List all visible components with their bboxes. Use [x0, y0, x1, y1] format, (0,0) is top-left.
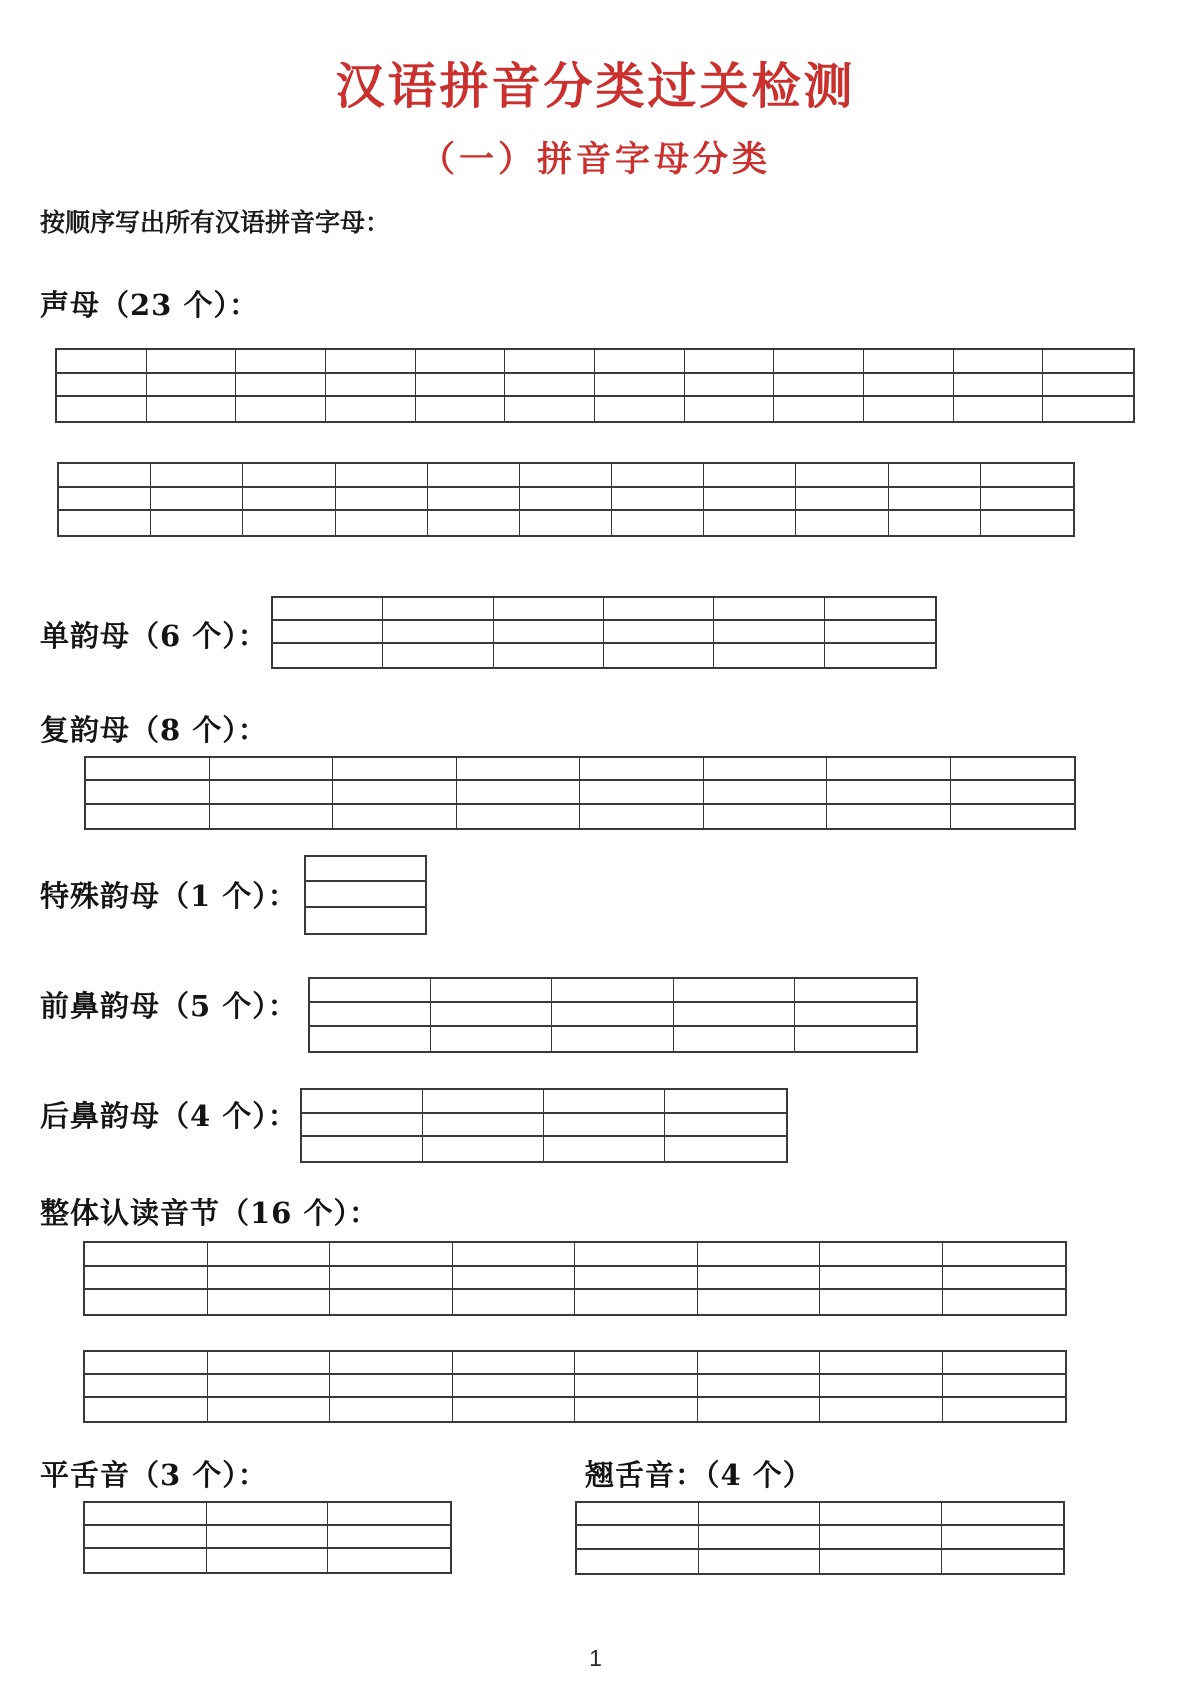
writing-cell [457, 758, 581, 781]
writing-cell [552, 1003, 673, 1027]
writing-cell [981, 511, 1073, 535]
writing-cell [1043, 374, 1133, 398]
writing-cell [333, 758, 457, 781]
writing-cell [57, 397, 147, 421]
writing-cell [942, 1503, 1064, 1526]
writing-cell [208, 1267, 331, 1291]
writing-cell [383, 598, 493, 621]
writing-cell [774, 350, 864, 374]
writing-cell [85, 1526, 207, 1549]
writing-cell [147, 374, 237, 398]
writing-cell [981, 464, 1073, 488]
writing-cell [544, 1090, 665, 1114]
writing-cell [595, 374, 685, 398]
writing-cell [665, 1090, 786, 1114]
writing-cell [453, 1267, 576, 1291]
curled-tongue-writing-grid [575, 1501, 1065, 1575]
writing-cell [1043, 350, 1133, 374]
writing-cell [520, 464, 612, 488]
writing-cell [505, 397, 595, 421]
writing-cell [580, 781, 704, 804]
writing-cell [954, 397, 1044, 421]
writing-cell [494, 644, 604, 667]
writing-cell [85, 1267, 208, 1291]
simple-finals-writing-grid [271, 596, 937, 669]
writing-cell [423, 1114, 544, 1138]
writing-cell [795, 979, 916, 1003]
writing-cell [147, 350, 237, 374]
writing-cell [453, 1243, 576, 1267]
initials-writing-grid-1 [55, 348, 1135, 423]
writing-cell [796, 464, 888, 488]
writing-cell [864, 350, 954, 374]
writing-cell [333, 781, 457, 804]
label-compound-finals: 复韵母（8 个）： [40, 713, 268, 747]
initials-writing-grid-2 [57, 462, 1075, 537]
writing-cell [151, 464, 243, 488]
label-whole-syllables: 整体认读音节（16 个）： [40, 1196, 379, 1230]
writing-cell [505, 374, 595, 398]
writing-cell [336, 488, 428, 512]
writing-cell [796, 511, 888, 535]
writing-cell [520, 488, 612, 512]
writing-cell [820, 1352, 943, 1375]
writing-cell [699, 1550, 821, 1573]
writing-cell [795, 1003, 916, 1027]
writing-cell [954, 350, 1044, 374]
writing-cell [954, 374, 1044, 398]
writing-cell [612, 464, 704, 488]
writing-cell [665, 1137, 786, 1161]
writing-cell [85, 1352, 208, 1375]
writing-cell [210, 805, 334, 828]
writing-cell [981, 488, 1073, 512]
writing-cell [431, 1003, 552, 1027]
writing-cell [208, 1398, 331, 1421]
writing-cell [328, 1526, 450, 1549]
writing-cell [943, 1267, 1066, 1291]
writing-cell [552, 979, 673, 1003]
writing-cell [575, 1290, 698, 1314]
writing-cell [575, 1267, 698, 1291]
writing-cell [820, 1243, 943, 1267]
writing-cell [774, 374, 864, 398]
writing-cell [306, 908, 425, 933]
writing-cell [505, 350, 595, 374]
writing-cell [306, 882, 425, 907]
writing-cell [330, 1243, 453, 1267]
writing-cell [951, 805, 1075, 828]
writing-cell [943, 1352, 1066, 1375]
writing-cell [704, 805, 828, 828]
writing-cell [57, 350, 147, 374]
writing-cell [575, 1243, 698, 1267]
writing-cell [86, 805, 210, 828]
writing-cell [698, 1352, 821, 1375]
writing-cell [330, 1398, 453, 1421]
writing-cell [208, 1375, 331, 1398]
writing-cell [820, 1267, 943, 1291]
writing-cell [59, 464, 151, 488]
page-subtitle: （一）拼音字母分类 [419, 140, 771, 179]
writing-cell [575, 1352, 698, 1375]
writing-cell [302, 1090, 423, 1114]
writing-cell [210, 781, 334, 804]
writing-cell [951, 758, 1075, 781]
writing-cell [820, 1398, 943, 1421]
writing-cell [612, 488, 704, 512]
compound-finals-writing-grid [84, 756, 1076, 830]
writing-cell [85, 1503, 207, 1526]
writing-cell [825, 621, 935, 644]
writing-cell [685, 350, 775, 374]
writing-cell [820, 1526, 942, 1549]
writing-cell [552, 1027, 673, 1051]
writing-cell [336, 511, 428, 535]
writing-cell [698, 1243, 821, 1267]
writing-cell [827, 805, 951, 828]
writing-cell [457, 805, 581, 828]
label-flat-tongue-sounds: 平舌音（3 个）： [40, 1458, 268, 1492]
writing-cell [336, 464, 428, 488]
writing-cell [820, 1503, 942, 1526]
label-back-nasal-finals: 后鼻韵母（4 个）： [40, 1099, 298, 1133]
writing-cell [774, 397, 864, 421]
writing-cell [612, 511, 704, 535]
writing-cell [604, 621, 714, 644]
writing-cell [328, 1503, 450, 1526]
writing-cell [604, 644, 714, 667]
writing-cell [575, 1398, 698, 1421]
label-simple-finals: 单韵母（6 个）： [40, 619, 268, 653]
writing-cell [704, 488, 796, 512]
writing-cell [85, 1290, 208, 1314]
writing-cell [86, 781, 210, 804]
writing-cell [151, 488, 243, 512]
writing-cell [208, 1352, 331, 1375]
writing-cell [943, 1290, 1066, 1314]
back-nasal-finals-writing-grid [300, 1088, 788, 1163]
writing-cell [1043, 397, 1133, 421]
writing-cell [85, 1549, 207, 1572]
writing-cell [943, 1243, 1066, 1267]
writing-cell [310, 1027, 431, 1051]
writing-cell [428, 488, 520, 512]
writing-cell [273, 644, 383, 667]
writing-cell [428, 511, 520, 535]
writing-cell [577, 1550, 699, 1573]
writing-cell [825, 644, 935, 667]
writing-cell [943, 1398, 1066, 1421]
writing-cell [580, 805, 704, 828]
writing-cell [326, 374, 416, 398]
flat-tongue-writing-grid [83, 1501, 452, 1574]
writing-cell [453, 1290, 576, 1314]
writing-cell [207, 1549, 329, 1572]
writing-cell [431, 1027, 552, 1051]
writing-cell [827, 781, 951, 804]
writing-cell [942, 1550, 1064, 1573]
writing-cell [236, 374, 326, 398]
writing-cell [685, 374, 775, 398]
writing-cell [577, 1503, 699, 1526]
writing-cell [85, 1398, 208, 1421]
writing-cell [595, 397, 685, 421]
writing-cell [306, 857, 425, 882]
writing-cell [85, 1243, 208, 1267]
writing-cell [457, 781, 581, 804]
writing-cell [544, 1137, 665, 1161]
front-nasal-finals-writing-grid [308, 977, 918, 1053]
writing-cell [704, 464, 796, 488]
writing-cell [685, 397, 775, 421]
label-front-nasal-finals: 前鼻韵母（5 个）： [40, 989, 298, 1023]
writing-cell [889, 488, 981, 512]
writing-cell [310, 1003, 431, 1027]
writing-cell [577, 1526, 699, 1549]
writing-cell [57, 374, 147, 398]
writing-cell [674, 979, 795, 1003]
writing-cell [383, 621, 493, 644]
writing-cell [236, 397, 326, 421]
writing-cell [243, 464, 335, 488]
writing-cell [147, 397, 237, 421]
writing-cell [273, 621, 383, 644]
writing-cell [942, 1526, 1064, 1549]
instruction-text: 按顺序写出所有汉语拼音字母： [40, 209, 391, 237]
writing-cell [795, 1027, 916, 1051]
writing-cell [416, 374, 506, 398]
writing-cell [820, 1550, 942, 1573]
writing-cell [326, 350, 416, 374]
writing-cell [494, 621, 604, 644]
writing-cell [273, 598, 383, 621]
writing-cell [699, 1503, 821, 1526]
writing-cell [328, 1549, 450, 1572]
writing-cell [714, 621, 824, 644]
writing-cell [889, 511, 981, 535]
writing-cell [302, 1114, 423, 1138]
writing-cell [699, 1526, 821, 1549]
writing-cell [825, 598, 935, 621]
writing-cell [423, 1090, 544, 1114]
writing-cell [714, 598, 824, 621]
writing-cell [827, 758, 951, 781]
writing-cell [951, 781, 1075, 804]
writing-cell [714, 644, 824, 667]
writing-cell [207, 1503, 329, 1526]
writing-cell [575, 1375, 698, 1398]
writing-cell [423, 1137, 544, 1161]
writing-cell [210, 758, 334, 781]
writing-cell [383, 644, 493, 667]
writing-cell [796, 488, 888, 512]
writing-cell [704, 781, 828, 804]
writing-cell [330, 1352, 453, 1375]
label-initials: 声母（23 个）： [40, 288, 259, 322]
writing-cell [698, 1267, 821, 1291]
writing-cell [416, 350, 506, 374]
writing-cell [704, 511, 796, 535]
writing-cell [820, 1290, 943, 1314]
writing-cell [85, 1375, 208, 1398]
whole-syllables-writing-grid-1 [83, 1241, 1067, 1316]
writing-cell [580, 758, 704, 781]
writing-cell [151, 511, 243, 535]
writing-cell [494, 598, 604, 621]
label-special-final: 特殊韵母（1 个）： [40, 879, 298, 913]
writing-cell [595, 350, 685, 374]
writing-cell [243, 488, 335, 512]
writing-cell [453, 1375, 576, 1398]
writing-cell [698, 1290, 821, 1314]
writing-cell [698, 1375, 821, 1398]
writing-cell [243, 511, 335, 535]
label-curled-tongue-sounds: 翘舌音：（4 个） [585, 1458, 813, 1492]
writing-cell [864, 397, 954, 421]
writing-cell [704, 758, 828, 781]
writing-cell [428, 464, 520, 488]
writing-cell [544, 1114, 665, 1138]
writing-cell [604, 598, 714, 621]
writing-cell [330, 1375, 453, 1398]
writing-cell [208, 1243, 331, 1267]
writing-cell [207, 1526, 329, 1549]
page-title: 汉语拼音分类过关检测 [335, 60, 856, 114]
writing-cell [86, 758, 210, 781]
writing-cell [302, 1137, 423, 1161]
writing-cell [431, 979, 552, 1003]
writing-cell [453, 1398, 576, 1421]
writing-cell [665, 1114, 786, 1138]
writing-cell [59, 511, 151, 535]
writing-cell [310, 979, 431, 1003]
writing-cell [453, 1352, 576, 1375]
writing-cell [208, 1290, 331, 1314]
writing-cell [333, 805, 457, 828]
writing-cell [330, 1290, 453, 1314]
writing-cell [416, 397, 506, 421]
writing-cell [236, 350, 326, 374]
whole-syllables-writing-grid-2 [83, 1350, 1067, 1423]
writing-cell [326, 397, 416, 421]
writing-cell [889, 464, 981, 488]
writing-cell [59, 488, 151, 512]
writing-cell [520, 511, 612, 535]
page-number: 1 [589, 1645, 602, 1671]
writing-cell [674, 1027, 795, 1051]
writing-cell [674, 1003, 795, 1027]
writing-cell [864, 374, 954, 398]
special-final-writing-grid [304, 855, 427, 935]
writing-cell [820, 1375, 943, 1398]
writing-cell [943, 1375, 1066, 1398]
writing-cell [330, 1267, 453, 1291]
writing-cell [698, 1398, 821, 1421]
